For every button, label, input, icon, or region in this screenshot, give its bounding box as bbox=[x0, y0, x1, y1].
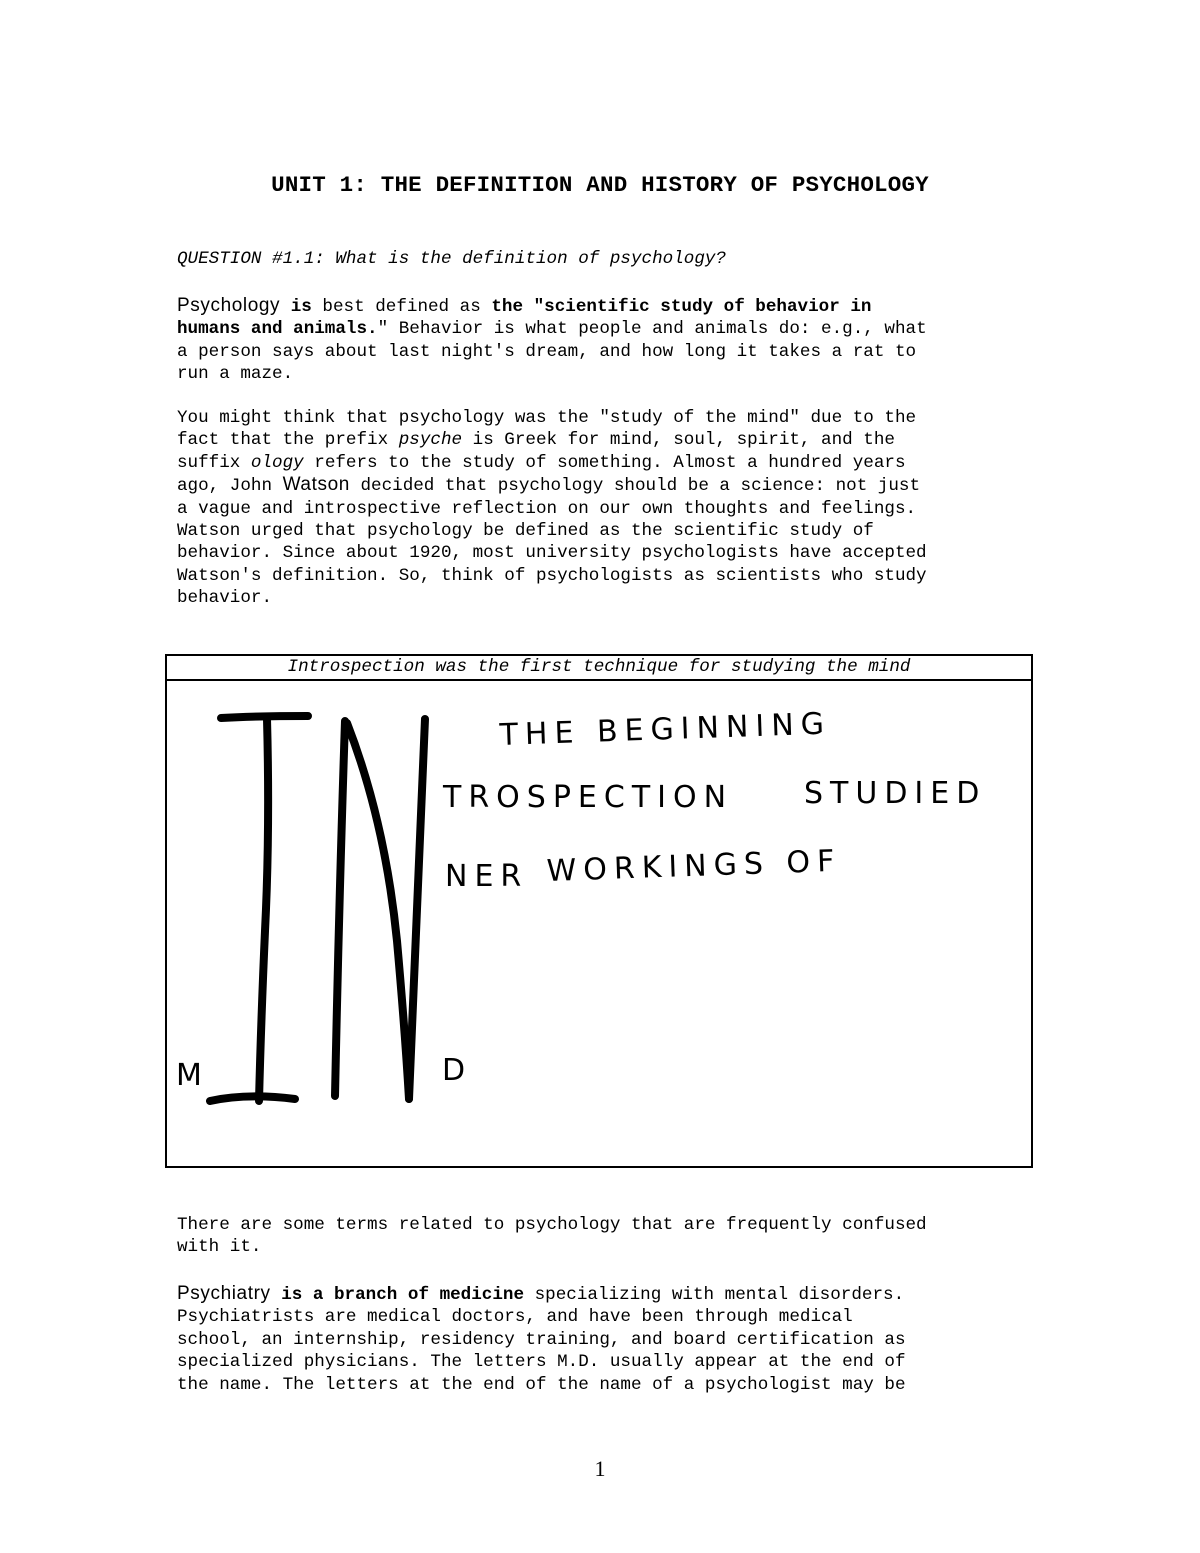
introspection-figure bbox=[165, 654, 1033, 1168]
definition-line-3: a person says about last night's dream, and how long it takes a rat to bbox=[177, 341, 917, 362]
psyche-term: psyche bbox=[398, 430, 463, 451]
history-line-3b: refers to the study of something. Almost a hundred years bbox=[303, 452, 906, 473]
hand-line-3a: NER bbox=[445, 859, 529, 894]
watson-name: Watson bbox=[282, 474, 350, 496]
is-label: is bbox=[280, 297, 312, 317]
related-line-1: There are some terms related to psychology that are frequently confused bbox=[177, 1215, 927, 1235]
psychiatry-bold: is a branch of medicine bbox=[270, 1285, 525, 1305]
psychiatry-line-2: Psychiatrists are medical doctors, and have been through medical bbox=[177, 1307, 853, 1328]
definition-bold-1: the "scientific study of behavior in bbox=[491, 297, 872, 317]
hand-line-3b: WORKINGS OF bbox=[546, 843, 842, 889]
handwritten-illustration bbox=[167, 681, 1031, 1166]
definition-line-4: run a maze. bbox=[177, 364, 294, 385]
big-letter-n bbox=[335, 719, 425, 1099]
hand-letter-m: M bbox=[176, 1058, 209, 1093]
history-line-9: behavior. bbox=[177, 588, 273, 609]
figure-caption: Introspection was the first technique for studying the mind bbox=[167, 656, 1031, 681]
history-line-2a: fact that the prefix bbox=[177, 430, 399, 451]
psychiatry-line-4: specialized physicians. The letters M.D. usually appear at the end of bbox=[177, 1352, 906, 1373]
psychiatry-line-3: school, an internship, residency training, and board certification as bbox=[177, 1329, 906, 1350]
psychiatry-line-5: the name. The letters at the end of the name of a psychologist may be bbox=[177, 1374, 906, 1395]
hand-line-1: THE BEGINNING bbox=[499, 706, 832, 753]
hand-letter-d: D bbox=[442, 1053, 473, 1088]
definition-intro: best defined as bbox=[311, 297, 492, 317]
hand-line-2a: TROSPECTION bbox=[443, 780, 734, 815]
psychiatry-line-1: specializing with mental disorders. bbox=[524, 1285, 905, 1305]
definition-paragraph bbox=[177, 295, 1037, 386]
history-line-6: Watson urged that psychology be defined as the scientific study of bbox=[177, 521, 874, 542]
history-paragraph bbox=[177, 407, 1037, 610]
history-line-3a: suffix bbox=[177, 452, 251, 473]
history-line-8: Watson's definition. So, think of psychologists as scientists who study bbox=[177, 565, 927, 586]
history-line-4b: decided that psychology should be a science: not just bbox=[349, 476, 921, 497]
related-line-2: with it. bbox=[177, 1237, 262, 1258]
question-heading: QUESTION #1.1: What is the definition of psychology? bbox=[177, 249, 727, 269]
history-line-2b: is Greek for mind, soul, spirit, and the bbox=[462, 430, 895, 451]
page-number: 1 bbox=[594, 1456, 606, 1481]
history-line-7: behavior. Since about 1920, most university psychologists have accepted bbox=[177, 543, 927, 564]
psychiatry-paragraph bbox=[177, 1283, 1037, 1396]
history-line-5: a vague and introspective reflection on our own thoughts and feelings. bbox=[177, 498, 917, 519]
big-letter-i bbox=[210, 716, 308, 1101]
term-psychiatry: Psychiatry bbox=[177, 1283, 271, 1304]
definition-line-2: " Behavior is what people and animals do: e.g., what bbox=[377, 319, 927, 340]
history-line-1: You might think that psychology was the "study of the mind" due to the bbox=[177, 408, 917, 428]
unit-title: UNIT 1: THE DEFINITION AND HISTORY OF PSYCHOLOGY bbox=[271, 172, 929, 198]
hand-line-2b: STUDIED bbox=[804, 776, 987, 811]
related-terms-paragraph bbox=[177, 1214, 1037, 1259]
history-line-4a: ago, John bbox=[177, 476, 283, 497]
term-psychology: Psychology bbox=[177, 295, 281, 316]
definition-bold-2: humans and animals. bbox=[177, 319, 378, 340]
ology-term: ology bbox=[250, 452, 304, 473]
